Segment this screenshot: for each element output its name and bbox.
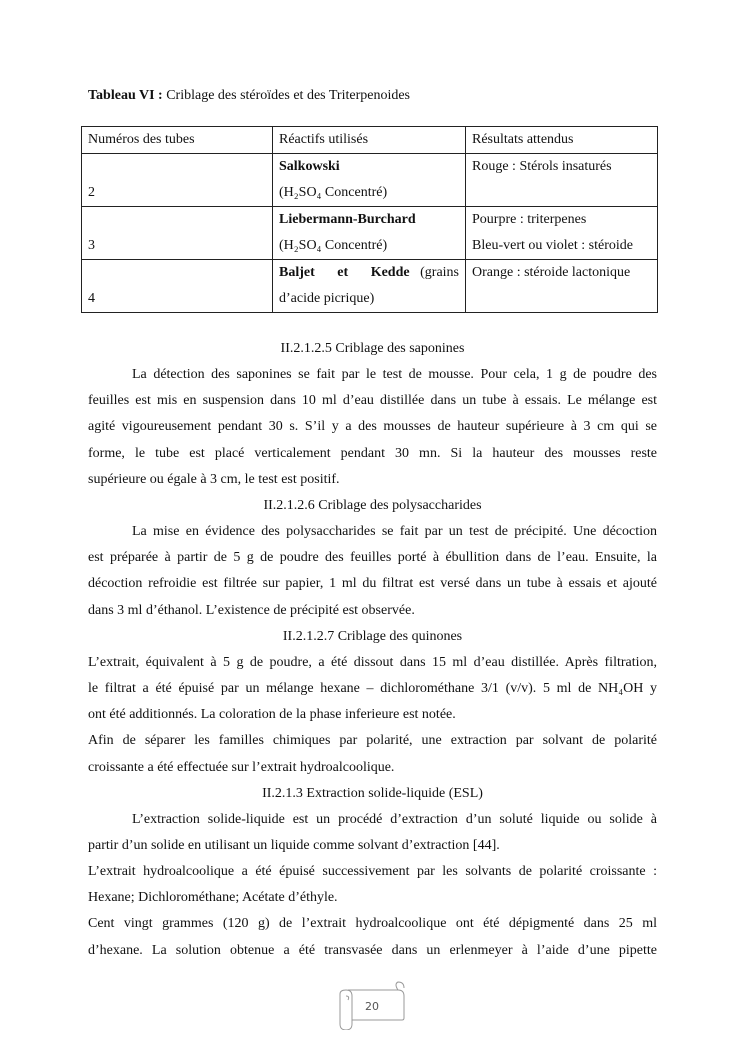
paragraph-line: d’hexane. La solution obtenue a été transvasée dans un erlenmeyer à l’aide d’une pipette [88,942,657,958]
paragraph-line: dans 3 ml d’éthanol. L’existence de précipité est observée. [88,602,415,618]
paragraph-line: décoction refroidie est filtrée sur papier, 1 ml du filtrat est versé dans un tube à essais et ajouté [88,576,657,592]
paragraph-line: Afin de séparer les familles chimiques par polarité, une extraction par solvant de polarité [88,733,657,749]
table-caption-text: Criblage des stéroïdes et des Triterpenoides [162,88,410,103]
result-cell: Rouge : Stérols insaturés [466,154,658,207]
paragraph-line: ont été additionnés. La coloration de la phase inferieure est notée. [88,707,456,723]
reagent-cell: Salkowski (H₂SO₄ Concentré) [273,154,466,207]
paragraph-line: feuilles est mis en suspension dans 10 ml d’eau distillée dans un tube à essais. Le mélange est [88,393,657,409]
paragraph-line: partir d’un solide en utilisant un liquide comme solvant d’extraction [44]. [88,837,500,853]
paragraph-line: croissante a été effectuée sur l’extrait hydroalcoolique. [88,759,395,775]
paragraph-line: L’extrait, équivalent à 5 g de poudre, a été dissout dans 15 ml d’eau distillée. Après filtration, [88,654,657,670]
reagent-cell: Liebermann-Burchard (H₂SO₄ Concentré) [273,207,466,260]
paragraph-line: est préparée à partir de 5 g de poudre des feuilles porté à ébullition dans de l’eau. Ensuite, la [88,550,657,566]
table-caption [88,88,410,104]
paragraph-line: supérieure ou égale à 3 cm, le test est positif. [88,471,340,487]
tube-number: 3 [82,207,273,260]
result-cell: Orange : stéroide lactonique [466,260,658,313]
body-text [88,336,657,964]
reagent-cell: Baljet et Kedde (grains d’acide picrique) [273,260,466,313]
paragraph-line: le filtrat a été épuisé par un mélange hexane – dichlorométhane 3/1 (v/v). 5 ml de NH₄OH y [88,681,657,697]
tube-number: 2 [82,154,273,207]
section-heading: II.2.1.3 Extraction solide-liquide (ESL) [262,785,483,801]
paragraph-line: La détection des saponines se fait par le test de mousse. Pour cela, 1 g de poudre des [132,367,657,383]
paragraph-line: forme, le tube est placé verticalement pendant 30 mn. Si la hauteur des mousses reste [88,445,657,461]
header-results: Résultats attendus [466,127,658,154]
paragraph-line: Hexane; Dichlorométhane; Acétate d’éthyle. [88,890,338,906]
header-reagents: Réactifs utilisés [273,127,466,154]
paragraph-line: L’extraction solide-liquide est un procédé d’extraction d’un soluté liquide ou solide à [132,811,657,827]
table-row [82,154,658,207]
page-number-scroll [336,980,408,1030]
result-cell: Pourpre : triterpenes Bleu-vert ou violet : stéroide [466,207,658,260]
table-caption-label: Tableau VI : [88,88,163,103]
table-row [82,260,658,313]
steroid-screening-table [81,126,658,313]
paragraph-line: L’extrait hydroalcoolique a été épuisé successivement par les solvants de polarité croissante : [88,864,657,880]
tube-number: 4 [82,260,273,313]
section-heading: II.2.1.2.7 Criblage des quinones [282,628,463,644]
section-heading: II.2.1.2.5 Criblage des saponines [280,341,465,356]
table-header-row [82,127,658,154]
header-tubes: Numéros des tubes [82,127,273,154]
paragraph-line: agité vigoureusement pendant 30 s. S’il y a des mousses de hauteur supérieure à 3 cm qui se [88,419,657,435]
section-heading: II.2.1.2.6 Criblage des polysaccharides [263,497,482,513]
paragraph-line: Cent vingt grammes (120 g) de l’extrait hydroalcoolique ont été dépigmenté dans 25 ml [88,916,657,932]
paragraph-line: La mise en évidence des polysaccharides se fait par un test de précipité. Une décoction [132,524,657,540]
page-number: 20 [365,1000,379,1013]
table-row [82,207,658,260]
